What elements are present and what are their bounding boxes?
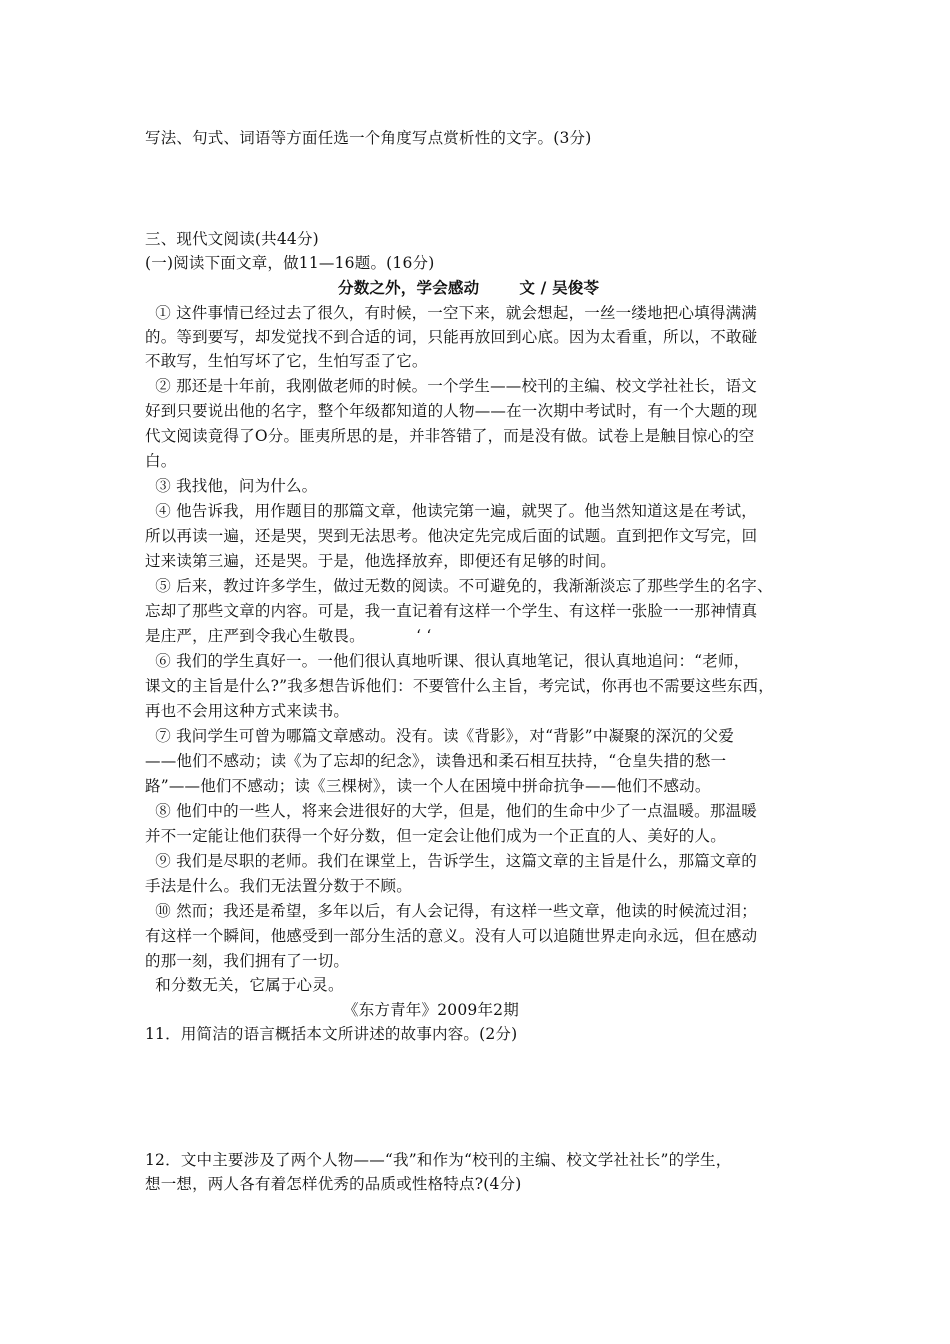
article-line: ⑦ 我问学生可曾为哪篇文章感动。没有。读《背影》，对“背影”中凝聚的深沉的父爱 xyxy=(145,727,735,745)
article-line: ⑩ 然而；我还是希望，多年以后，有人会记得，有这样一些文章，他读的时候流过泪； xyxy=(145,902,757,920)
question-12-line-1: 12．文中主要涉及了两个人物——“我”和作为“校刊的主编、校文学社社长”的学生， xyxy=(145,1151,732,1169)
article-author: 文 / 吴俊苓 xyxy=(519,278,600,297)
article-title-line xyxy=(338,276,599,300)
article-line: 路”——他们不感动；读《三棵树》，读一个人在困境中拼命抗争——他们不感动。 xyxy=(145,777,711,795)
article-line: 的那一刻，我们拥有了一切。 xyxy=(145,952,350,970)
article-line: 有这样一个瞬间，他感受到一部分生活的意义。没有人可以追随世界走向永远，但在感动 xyxy=(145,927,758,945)
article-line: 和分数无关，它属于心灵。 xyxy=(145,976,344,994)
article-line: 所以再读一遍，还是哭，哭到无法思考。他决定先完成后面的试题。直到把作文写完，回 xyxy=(145,527,758,545)
article-line: ⑥ 我们的学生真好一。一他们很认真地听课、很认真地笔记，很认真地追问：“老师， xyxy=(145,652,750,670)
question-11: 11．用简洁的语言概括本文所讲述的故事内容。(2分) xyxy=(145,1025,518,1043)
article-line: ⑧ 他们中的一些人，将来会进很好的大学，但是，他们的生命中少了一点温暖。那温暖 xyxy=(145,802,757,820)
article-line: ——他们不感动；读《为了忘却的纪念》，读鲁迅和柔石相互扶持，“仓皇失措的愁一 xyxy=(145,752,727,770)
article-line: 忘却了那些文章的内容。可是，我一直记着有这样一个学生、有这样一张脸一一那神情真 xyxy=(145,602,758,620)
article-line: 课文的主旨是什么?”我多想告诉他们：不要管什么主旨，考完试，你再也不需要这些东西， xyxy=(145,677,774,695)
article-line: ③ 我找他，问为什么。 xyxy=(145,477,318,495)
article-line: ⑨ 我们是尽职的老师。我们在课堂上，告诉学生，这篇文章的主旨是什么，那篇文章的 xyxy=(145,852,757,870)
article-line: ② 那还是十年前，我刚做老师的时候。一个学生——校刊的主编、校文学社社长，语文 xyxy=(145,377,757,395)
article-line: 过来读第三遍，还是哭。于是，他选择放弃，即便还有足够的时间。 xyxy=(145,552,617,570)
article-line: 代文阅读竟得了O分。匪夷所思的是，并非答错了，而是没有做。试卷上是触目惊心的空 xyxy=(145,427,755,445)
article-line: 是庄严，庄严到令我心生敬畏。 ‘ ‘ xyxy=(145,627,432,645)
article-line: 并不一定能让他们获得一个好分数，但一定会让他们成为一个正直的人、美好的人。 xyxy=(145,827,726,845)
article-source: 《东方青年》2009年2期 xyxy=(343,1001,519,1019)
article-line: 再也不会用这种方式来读书。 xyxy=(145,702,350,720)
article-line: ⑤ 后来，教过许多学生，做过无数的阅读。不可避免的，我渐渐淡忘了那些学生的名字、 xyxy=(145,577,773,595)
previous-question-tail: 写法、句式、词语等方面任选一个角度写点赏析性的文字。(3分) xyxy=(145,129,592,147)
question-12-line-2: 想一想，两人各有着怎样优秀的品质或性格特点?(4分) xyxy=(145,1175,522,1193)
section-heading: 三、现代文阅读(共44分) xyxy=(145,230,319,248)
article-line: 不敢写，生怕写坏了它，生怕写歪了它。 xyxy=(145,352,428,370)
article-line: 白。 xyxy=(145,452,177,470)
article-line: ④ 他告诉我，用作题目的那篇文章，他读完第一遍，就哭了。他当然知道这是在考试， xyxy=(145,502,757,520)
article-line: 手法是什么。我们无法置分数于不顾。 xyxy=(145,877,412,895)
article-line: 好到只要说出他的名字，整个年级都知道的人物——在一次期中考试时，有一个大题的现 xyxy=(145,402,758,420)
article-line: ① 这件事情已经过去了很久，有时候，一空下来，就会想起，一丝一缕地把心填得满满 xyxy=(145,304,757,322)
article-title: 分数之外，学会感动 xyxy=(338,278,480,297)
sub-heading: (一)阅读下面文章，做11—16题。(16分) xyxy=(145,254,435,272)
article-line: 的。等到要写，却发觉找不到合适的词，只能再放回到心底。因为太看重，所以，不敢碰 xyxy=(145,328,758,346)
